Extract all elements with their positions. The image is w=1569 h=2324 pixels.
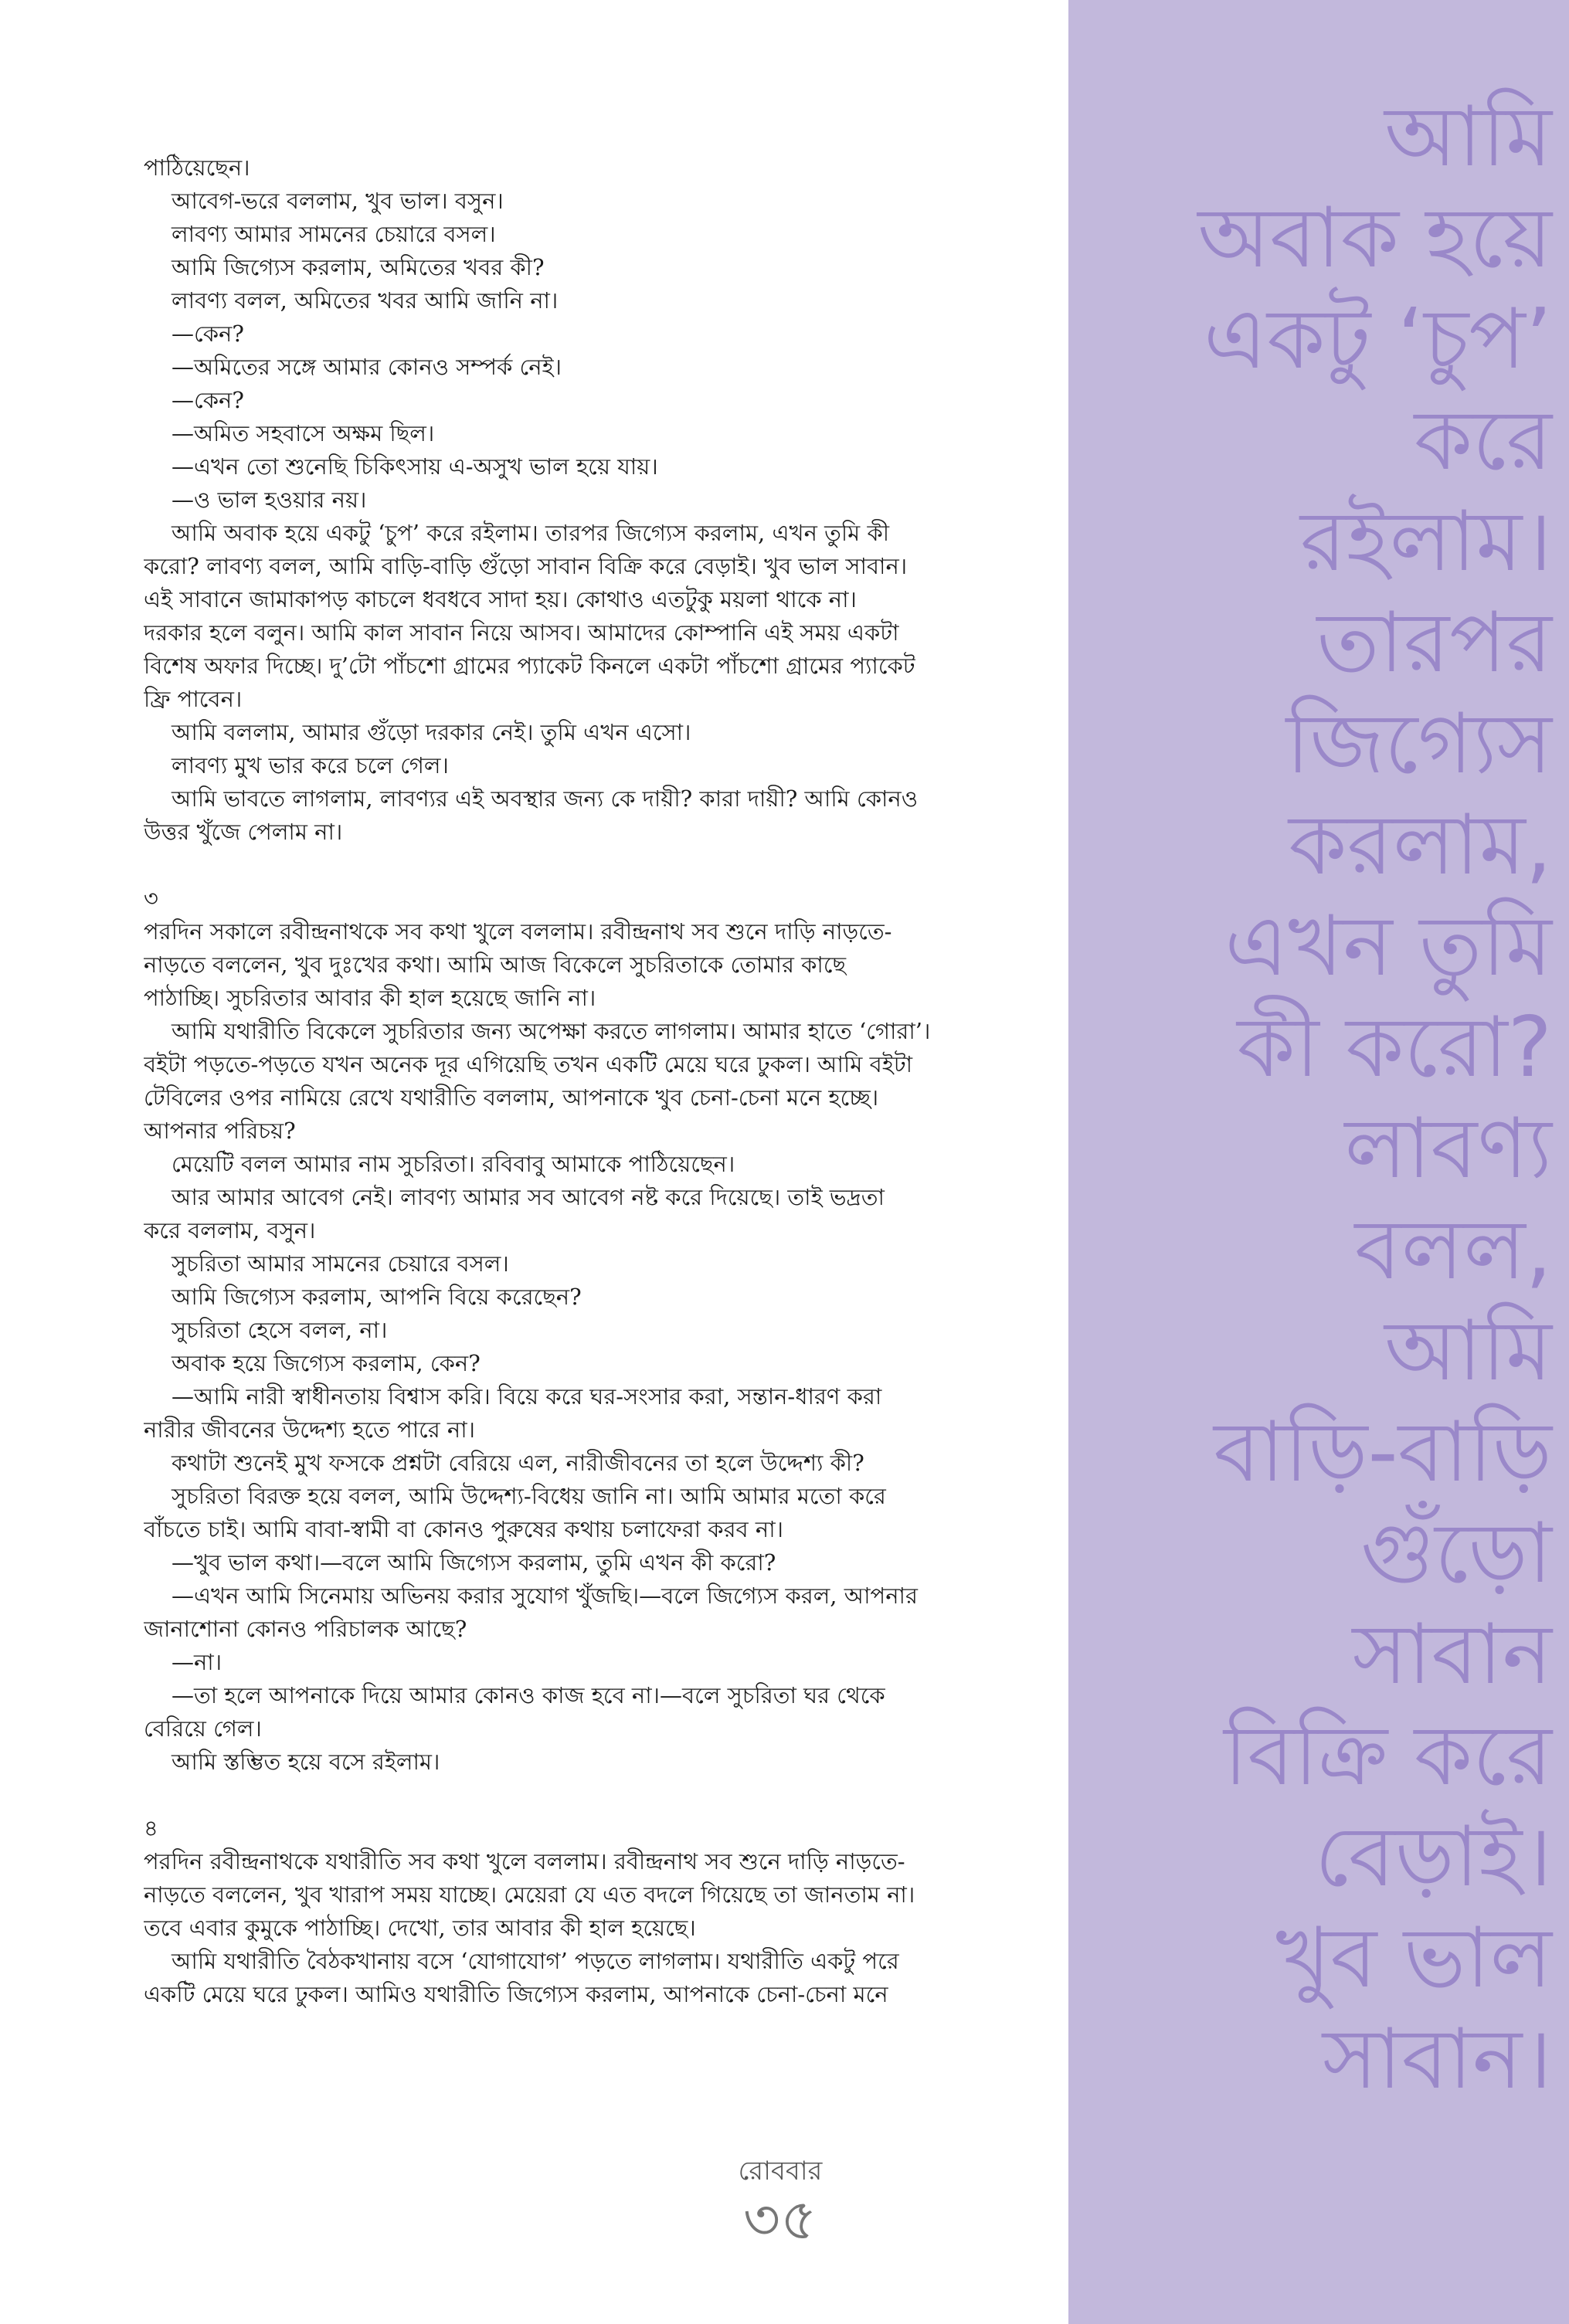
article-section-3 bbox=[144, 882, 1048, 1779]
paragraph-line: সুচরিতা আমার সামনের চেয়ারে বসল। bbox=[172, 1250, 509, 1277]
paragraph-line: আবেগ-ভরে বললাম, খুব ভাল। বসুন। bbox=[172, 188, 504, 214]
paragraph-line: আমি অবাক হয়ে একটু ‘চুপ’ করে রইলাম। তারপর জিগ্যেস করলাম, এখন তুমি কী bbox=[172, 520, 890, 546]
paragraph-line: নাড়তে বললেন, খুব দুঃখের কথা। আমি আজ বিকেলে সুচরিতাকে তোমার কাছে bbox=[144, 952, 847, 978]
paragraph-line: মেয়েটি বলল আমার নাম সুচরিতা। রবিবাবু আমাকে পাঠিয়েছেন। bbox=[172, 1151, 735, 1177]
paragraph-line: একটি মেয়ে ঘরে ঢুকল। আমিও যথারীতি জিগ্যেস করলাম, আপনাকে চেনা-চেনা মনে bbox=[144, 1981, 888, 2007]
paragraph-line: আমি যথারীতি বিকেলে সুচরিতার জন্য অপেক্ষা করতে লাগলাম। আমার হাতে ‘গোরা’। bbox=[172, 1018, 931, 1044]
paragraph-line: পরদিন রবীন্দ্রনাথকে যথারীতি সব কথা খুলে বললাম। রবীন্দ্রনাথ সব শুনে দাড়ি নাড়তে- bbox=[144, 1848, 905, 1874]
paragraph-line: পাঠাচ্ছি। সুচরিতার আবার কী হাল হয়েছে জানি না। bbox=[144, 985, 596, 1011]
paragraph-line: পরদিন সকালে রবীন্দ্রনাথকে সব কথা খুলে বললাম। রবীন্দ্রনাথ সব শুনে দাড়ি নাড়তে- bbox=[144, 918, 892, 945]
paragraph-line: করো? লাবণ্য বলল, আমি বাড়ি-বাড়ি গুঁড়ো সাবান বিক্রি করে বেড়াই। খুব ভাল সাবান। bbox=[144, 553, 908, 579]
pullquote-line: আমি bbox=[1384, 1303, 1552, 1399]
paragraph-line: কথাটা শুনেই মুখ ফসকে প্রশ্নটা বেরিয়ে এল, নারীজীবনের তা হলে উদ্দেশ্য কী? bbox=[172, 1450, 864, 1476]
paragraph-line: —না। bbox=[172, 1649, 222, 1675]
magazine-name: রোববার bbox=[738, 2156, 823, 2187]
paragraph-line: পাঠিয়েছেন। bbox=[144, 154, 250, 181]
paragraph-line: আমি জিগ্যেস করলাম, আপনি বিয়ে করেছেন? bbox=[172, 1284, 582, 1310]
pullquote-line: তারপর bbox=[1316, 595, 1552, 691]
paragraph-line: —এখন তো শুনেছি চিকিৎসায় এ-অসুখ ভাল হয়ে যায়। bbox=[172, 453, 658, 480]
paragraph-line: —অমিতের সঙ্গে আমার কোনও সম্পর্ক নেই। bbox=[172, 354, 562, 380]
pullquote-line: লাবণ্য bbox=[1344, 1101, 1552, 1197]
paragraph-line: ফ্রি পাবেন। bbox=[144, 686, 243, 712]
paragraph-line: নাড়তে বললেন, খুব খারাপ সময় যাচ্ছে। মেয়েরা যে এত বদলে গিয়েছে তা জানতাম না। bbox=[144, 1881, 915, 1908]
paragraph-line: আমি জিগ্যেস করলাম, অমিতের খবর কী? bbox=[172, 254, 545, 280]
pullquote-line: বিক্রি করে bbox=[1224, 1708, 1552, 1804]
article-body bbox=[144, 151, 1048, 2011]
paragraph-line: —এখন আমি সিনেমায় অভিনয় করার সুযোগ খুঁজছি।—বলে জিগ্যেস করল, আপনার bbox=[172, 1583, 918, 1609]
paragraph-line: উত্তর খুঁজে পেলাম না। bbox=[144, 819, 343, 845]
pullquote-line: বলল, bbox=[1354, 1202, 1552, 1298]
paragraph-line: বাঁচতে চাই। আমি বাবা-স্বামী বা কোনও পুরুষের কথায় চলাফেরা করব না। bbox=[144, 1516, 784, 1542]
pullquote-line: জিগ্যেস bbox=[1285, 696, 1552, 792]
paragraph-line: করে বললাম, বসুন। bbox=[144, 1217, 316, 1243]
paragraph-line: আপনার পরিচয়? bbox=[144, 1118, 296, 1144]
pullquote-line: একটু ‘চুপ’ bbox=[1203, 291, 1552, 388]
paragraph-line: অবাক হয়ে জিগ্যেস করলাম, কেন? bbox=[172, 1350, 481, 1376]
paragraph-line: আমি স্তম্ভিত হয়ে বসে রইলাম। bbox=[172, 1749, 440, 1775]
paragraph-line: আমি বললাম, আমার গুঁড়ো দরকার নেই। তুমি এখন এসো। bbox=[172, 719, 691, 745]
paragraph-line: তবে এবার কুমুকে পাঠাচ্ছি। দেখো, তার আবার কী হাল হয়েছে। bbox=[144, 1915, 696, 1941]
paragraph-line: লাবণ্য বলল, অমিতের খবর আমি জানি না। bbox=[172, 287, 559, 314]
article-part-intro bbox=[144, 151, 1048, 849]
page-number: ৩৫ bbox=[742, 2187, 818, 2253]
section-spacer bbox=[144, 849, 1048, 882]
paragraph-line: দরকার হলে বলুন। আমি কাল সাবান নিয়ে আসব। আমাদের কোম্পানি এই সময় একটা bbox=[144, 619, 899, 646]
paragraph-line: —অমিত সহবাসে অক্ষম ছিল। bbox=[172, 420, 435, 446]
pullquote-line: কী করো? bbox=[1237, 999, 1552, 1096]
paragraph-line: আর আমার আবেগ নেই। লাবণ্য আমার সব আবেগ নষ্ট করে দিয়েছে। তাই ভদ্রতা bbox=[172, 1184, 885, 1210]
paragraph-line: বেরিয়ে গেল। bbox=[144, 1715, 262, 1742]
paragraph-line: বিশেষ অফার দিচ্ছে। দু’টো পাঁচশো গ্রামের প্যাকেট কিনলে একটা পাঁচশো গ্রামের প্যাকেট bbox=[144, 653, 915, 679]
pullquote-line: খুব ভাল bbox=[1275, 1910, 1552, 2007]
pullquote bbox=[1081, 87, 1552, 2110]
pullquote-line: করলাম, bbox=[1288, 797, 1552, 894]
pullquote-line: রইলাম। bbox=[1300, 494, 1552, 590]
paragraph-line: নারীর জীবনের উদ্দেশ্য হতে পারে না। bbox=[144, 1416, 476, 1443]
paragraph-line: সুচরিতা বিরক্ত হয়ে বলল, আমি উদ্দেশ্য-বিধেয় জানি না। আমি আমার মতো করে bbox=[172, 1483, 886, 1509]
pullquote-line: সাবান। bbox=[1322, 2011, 1552, 2108]
paragraph-line: —তা হলে আপনাকে দিয়ে আমার কোনও কাজ হবে না।—বলে সুচরিতা ঘর থেকে bbox=[172, 1682, 885, 1708]
paragraph-line: আমি ভাবতে লাগলাম, লাবণ্যর এই অবস্থার জন্য কে দায়ী? কারা দায়ী? আমি কোনও bbox=[172, 785, 919, 812]
paragraph-line: —আমি নারী স্বাধীনতায় বিশ্বাস করি। বিয়ে করে ঘর-সংসার করা, সন্তান-ধারণ করা bbox=[172, 1383, 882, 1410]
pullquote-line: বাড়ি-বাড়ি bbox=[1214, 1404, 1552, 1501]
section-spacer bbox=[144, 1779, 1048, 1812]
pullquote-line: সাবান bbox=[1352, 1606, 1552, 1703]
pullquote-line: আমি bbox=[1384, 89, 1552, 185]
paragraph-line: —খুব ভাল কথা।—বলে আমি জিগ্যেস করলাম, তুমি এখন কী করো? bbox=[172, 1549, 776, 1576]
paragraph-line: সুচরিতা হেসে বলল, না। bbox=[172, 1317, 388, 1343]
paragraph-line: লাবণ্য মুখ ভার করে চলে গেল। bbox=[172, 752, 449, 779]
pullquote-line: করে bbox=[1414, 392, 1552, 489]
paragraph-line: —ও ভাল হওয়ার নয়। bbox=[172, 487, 367, 513]
paragraph-line: এই সাবানে জামাকাপড় কাচলে ধবধবে সাদা হয়। কোথাও এতটুকু ময়লা থাকে না। bbox=[144, 586, 857, 612]
paragraph-line: —কেন? bbox=[172, 321, 244, 347]
paragraph-line: বইটা পড়তে-পড়তে যখন অনেক দূর এগিয়েছি তখন একটি মেয়ে ঘরে ঢুকল। আমি বইটা bbox=[144, 1051, 913, 1077]
paragraph-line: লাবণ্য আমার সামনের চেয়ারে বসল। bbox=[172, 221, 496, 247]
paragraph-line: টেবিলের ওপর নামিয়ে রেখে যথারীতি বললাম, আপনাকে খুব চেনা-চেনা মনে হচ্ছে। bbox=[144, 1084, 879, 1111]
paragraph-line: আমি যথারীতি বৈঠকখানায় বসে ‘যোগাযোগ’ পড়তে লাগলাম। যথারীতি একটু পরে bbox=[172, 1948, 899, 1974]
pullquote-line: এখন তুমি bbox=[1224, 898, 1552, 995]
article-section-4 bbox=[144, 1812, 1048, 2011]
paragraph-line: জানাশোনা কোনও পরিচালক আছে? bbox=[144, 1616, 467, 1642]
pullquote-line: বেড়াই। bbox=[1314, 1809, 1552, 1905]
section-number: ৩ bbox=[144, 885, 158, 911]
section-number: ৪ bbox=[144, 1815, 158, 1841]
pullquote-line: গুঁড়ো bbox=[1360, 1505, 1552, 1602]
page-footer bbox=[680, 2155, 881, 2252]
paragraph-line: —কেন? bbox=[172, 387, 244, 413]
pullquote-panel bbox=[1068, 0, 1569, 2324]
pullquote-line: অবাক হয়ে bbox=[1197, 190, 1552, 287]
